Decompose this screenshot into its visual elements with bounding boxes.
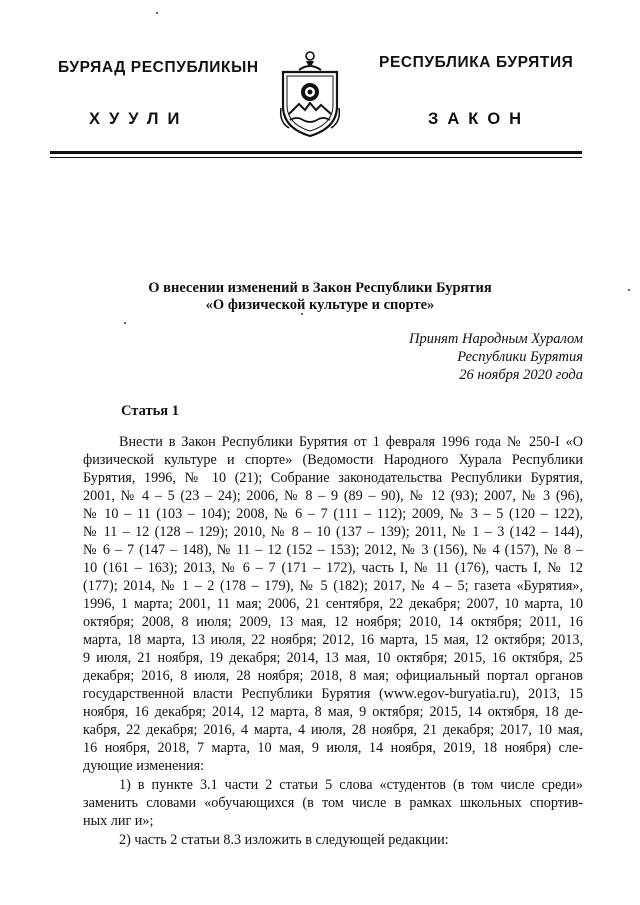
body-line: (177); 2014, № 1 – 2 (178 – 179), № 5 (182); 2017, № 4 – 5; газета «Бурятия»,: [83, 578, 583, 594]
scan-speck: [124, 322, 126, 324]
body-line: № 11 – 12 (128 – 129); 2010, № 8 – 10 (137 – 139); 2011, № 1 – 3 (142 – 144),: [83, 524, 583, 540]
item-1-line: заменить словами «обучающихся (в том числе в рамках школьных спортив-: [83, 795, 583, 811]
body-line: государственной власти Республики Бурятия (www.egov-buryatia.ru), 2013, 15: [83, 686, 583, 702]
item-2-line: 2) часть 2 статьи 8.3 изложить в следующей редакции:: [119, 832, 449, 848]
scan-speck: [628, 289, 630, 291]
article-heading: Статья 1: [121, 403, 179, 419]
adopted-line-2: Республики Бурятия: [457, 349, 583, 365]
body-line: марта, 18 марта, 13 июля, 22 ноября; 2012, 16 марта, 15 мая, 12 октября; 2013,: [83, 632, 583, 648]
scan-speck: [301, 313, 303, 315]
body-line: № 6 – 7 (147 – 148), № 11 – 12 (152 – 153); 2012, № 3 (156), № 4 (157), № 8 –: [83, 542, 583, 558]
body-line: 2001, № 4 – 5 (23 – 24); 2006, № 8 – 9 (89 – 90), № 12 (93); 2007, № 3 (96),: [83, 488, 583, 504]
body-line: Бурятия, 1996, № 10 (21); Собрание законодательства Республики Бурятия,: [83, 470, 583, 486]
body-line: Внести в Закон Республики Бурятия от 1 февраля 1996 года № 250-I «О: [119, 434, 583, 450]
body-line: декабря; 2016, 8 июля, 28 ноября; 2018, 8 мая; официальный портал органов: [83, 668, 583, 684]
item-1-line: 1) в пункте 3.1 части 2 статьи 5 слова «студентов (в том числе среди»: [119, 777, 583, 793]
body-line: 16 ноября, 2018, 7 марта, 10 мая, 9 июля, 14 ноября, 2019, 18 ноября) сле-: [83, 740, 583, 756]
body-line: октября; 2008, 8 июля; 2009, 13 мая, 12 ноября; 2010, 14 октября; 2011, 16: [83, 614, 583, 630]
body-line: 9 июля, 21 ноября, 19 декабря; 2014, 13 мая, 10 октября; 2015, 16 октября, 25: [83, 650, 583, 666]
header-right-top: РЕСПУБЛИКА БУРЯТИЯ: [379, 54, 574, 71]
body-line: 1996, 1 марта; 2001, 11 мая; 2006, 21 сентября, 22 декабря; 2007, 10 марта, 10: [83, 596, 583, 612]
body-line: дующие изменения:: [83, 758, 205, 774]
buryatia-coat-of-arms-icon: [275, 48, 345, 140]
law-title-line-2: «О физической культуре и спорте»: [205, 297, 435, 313]
law-title-line-1: О внесении изменений в Закон Республики Бурятия: [148, 280, 492, 296]
adopted-line-1: Принят Народным Хуралом: [408, 331, 583, 347]
body-line: кабря, 22 декабря; 2016, 4 марта, 4 июля, 28 ноября, 21 декабря; 2017, 10 мая,: [83, 722, 583, 738]
body-line: физической культуре и спорте» (Ведомости Народного Хурала Республики: [83, 452, 583, 468]
body-line: № 10 – 11 (103 – 104); 2008, № 6 – 7 (111 – 112); 2009, № 3 – 5 (120 – 122),: [83, 506, 583, 522]
scan-speck: [156, 12, 158, 14]
body-line: ноября, 16 декабря; 2014, 12 марта, 8 мая, 9 октября; 2015, 14 октября, 18 де-: [83, 704, 583, 720]
adopted-date: 26 ноября 2020 года: [459, 367, 583, 383]
header-left-bottom: ХУУЛИ: [89, 110, 189, 128]
header-rule-thin: [50, 157, 582, 158]
body-line: 10 (161 – 163); 2013, № 6 – 7 (171 – 172), часть I, № 11 (176), часть I, № 12: [83, 560, 583, 576]
header-rule-thick: [50, 151, 582, 154]
item-1-line: ных лиг и»;: [83, 813, 154, 829]
header-right-bottom: ЗАКОН: [428, 110, 531, 128]
header-left-top: БУРЯАД РЕСПУБЛИКЫН: [58, 59, 259, 76]
